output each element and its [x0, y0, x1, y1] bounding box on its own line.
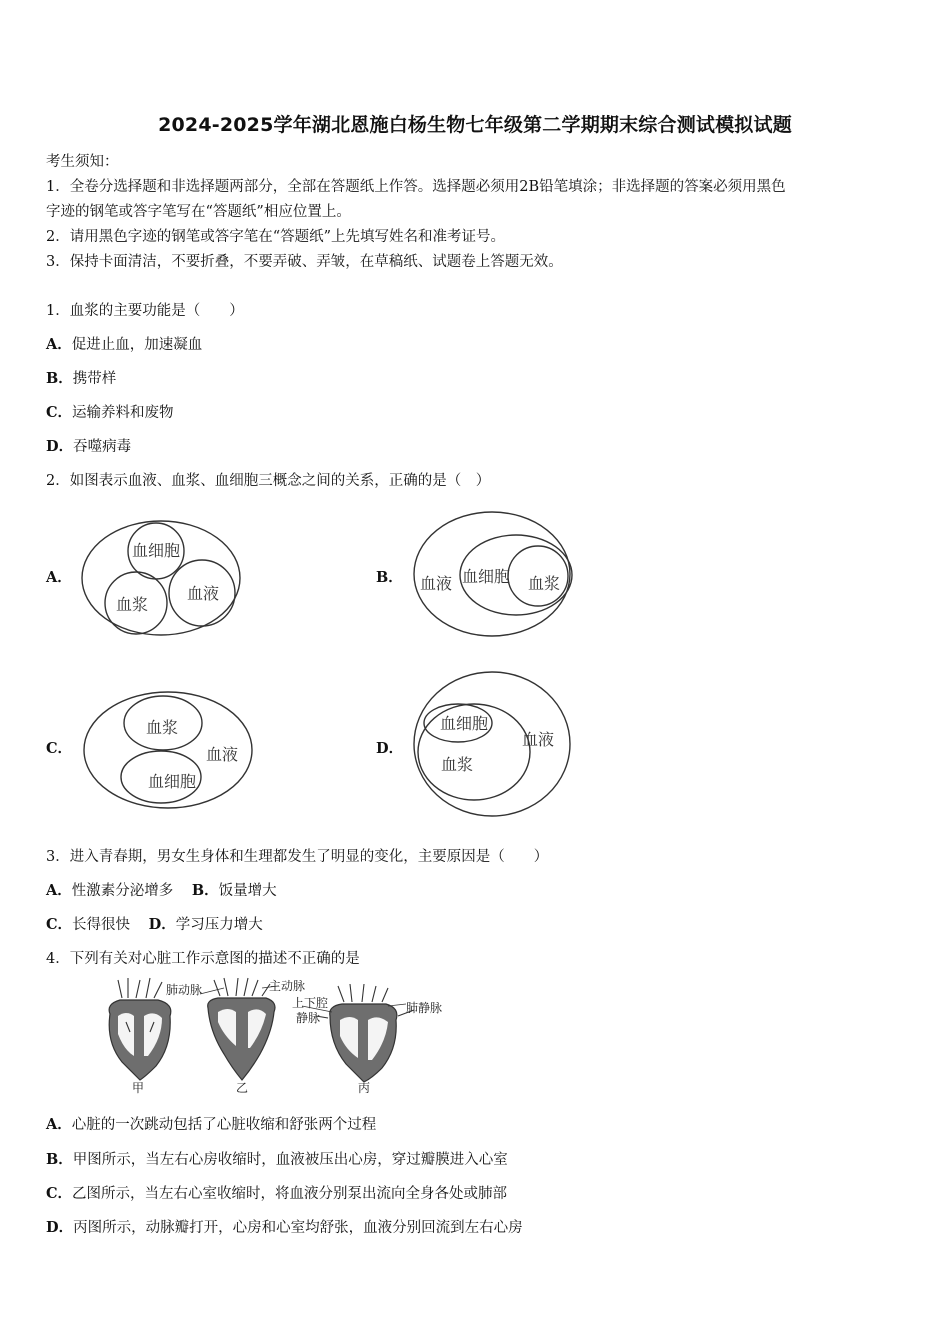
page-title: 2024-2025学年湖北恩施白杨生物七年级第二学期期末综合测试模拟试题: [158, 114, 792, 136]
q1-option-a-letter: A．: [46, 336, 72, 353]
label-jia: 甲: [132, 1081, 145, 1095]
q2-c-label-blood: 血液: [205, 745, 239, 764]
q2-d-label-blood: 血液: [521, 730, 555, 749]
q2-diagram-b: [410, 506, 576, 642]
q4-option-b-letter: B．: [46, 1151, 73, 1168]
q2-a-label-blood: 血液: [186, 584, 220, 603]
label-bing: 丙: [358, 1081, 371, 1095]
q2-diagram-c: [80, 688, 256, 812]
q3-option-c-text: 长得很快: [72, 917, 131, 933]
q2-stem: 2．如图表示血液、血浆、血细胞三概念之间的关系，正确的是（ ）: [46, 473, 491, 489]
q2-option-a-letter: A．: [46, 569, 72, 586]
q4-option-d: [46, 1218, 523, 1238]
q1-option-a: [46, 335, 202, 355]
q1-stem: 1．血浆的主要功能是（ ）: [46, 303, 244, 319]
q4-option-c-text: 乙图所示，当左右心室收缩时，将血液分别泵出流向全身各处或肺部: [72, 1186, 508, 1202]
q2-b-label-cell: 血细胞: [461, 567, 511, 586]
q1-option-c-letter: C．: [46, 404, 73, 421]
notice-line-3: 3．保持卡面清洁，不要折叠，不要弄破、弄皱，在草稿纸、试题卷上答题无效。: [46, 254, 563, 270]
q4-option-a-text: 心脏的一次跳动包括了心脏收缩和舒张两个过程: [71, 1117, 377, 1133]
q3-option-d-letter: D．: [148, 916, 176, 933]
q3-option-a-text: 性激素分泌增多: [71, 883, 174, 899]
q4-option-c: [46, 1184, 507, 1204]
notice-line-1b: 字迹的钢笔或答字笔写在“答题纸”相应位置上。: [46, 204, 351, 220]
label-pulmonary-artery: 肺动脉: [166, 983, 203, 997]
q4-option-c-letter: C．: [46, 1185, 73, 1202]
label-yi: 乙: [236, 1081, 249, 1095]
label-vena-cava-2: 静脉: [296, 1011, 321, 1025]
q1-option-c-text: 运输养料和废物: [72, 405, 174, 421]
label-vena-cava-1: 上下腔: [292, 996, 329, 1010]
q4-option-b-text: 甲图所示，当左右心房收缩时，血液被压出心房，穿过瓣膜进入心室: [72, 1152, 508, 1168]
q2-d-label-cell: 血细胞: [439, 714, 489, 733]
notice-line-2: 2．请用黑色字迹的钢笔或答字笔在“答题纸”上先填写姓名和准考证号。: [46, 229, 506, 245]
q1-option-b-text: 携带样: [72, 371, 117, 387]
q4-option-d-text: 丙图所示，动脉瓣打开，心房和心室均舒张，血液分别回流到左右心房: [73, 1220, 523, 1236]
q2-option-b-letter: B．: [376, 569, 403, 586]
q4-option-a-letter: A．: [46, 1116, 72, 1133]
q3-option-b-letter: B．: [191, 882, 219, 899]
heart-jia: [109, 978, 171, 1080]
notice-line-1a: 1．全卷分选择题和非选择题两部分，全部在答题纸上作答。选择题必须用2B铅笔填涂；非选择题的答案必须用黑色: [46, 179, 786, 195]
q1-option-c: [46, 403, 174, 423]
q3-stem: 3．进入青春期，男女生身体和生理都发生了明显的变化，主要原因是（ ）: [46, 849, 549, 865]
q3-option-b-text: 饭量增大: [218, 883, 277, 899]
q1-option-d-letter: D．: [46, 438, 74, 455]
q3-option-d-text: 学习压力增大: [175, 917, 263, 933]
q4-option-b: [46, 1150, 508, 1170]
q2-diagram-a: [78, 518, 244, 640]
q4-stem: 4．下列有关对心脏工作示意图的描述不正确的是: [46, 951, 360, 967]
q3-option-c-letter: C．: [46, 916, 73, 933]
q1-option-a-text: 促进止血，加速凝血: [71, 337, 203, 353]
q1-option-b: [46, 369, 116, 389]
q2-b-label-plasma: 血浆: [527, 574, 561, 593]
q2-option-c-letter: C．: [46, 740, 73, 757]
q4-heart-figure: [96, 976, 456, 1098]
q3-options-row-1: [46, 881, 277, 901]
q4-option-d-letter: D．: [46, 1219, 74, 1236]
q1-option-d: [46, 437, 131, 457]
notice-heading: 考生须知：: [46, 154, 119, 170]
label-pulmonary-vein: 肺静脉: [406, 1001, 443, 1015]
q2-diagram-d: [410, 668, 574, 822]
q3-option-a-letter: A．: [46, 882, 72, 899]
q2-b-label-blood: 血液: [419, 574, 453, 593]
q2-a-label-cell: 血细胞: [131, 541, 181, 560]
q2-c-label-cell: 血细胞: [147, 772, 197, 791]
q3-options-row-2: [46, 915, 263, 935]
heart-yi: [208, 978, 275, 1080]
heart-bing: [316, 984, 414, 1082]
q4-option-a: [46, 1115, 376, 1135]
q2-option-d-letter: D．: [376, 740, 404, 757]
q2-c-label-plasma: 血浆: [145, 718, 179, 737]
q2-a-label-plasma: 血浆: [115, 595, 149, 614]
q1-option-d-text: 吞噬病毒: [73, 439, 132, 455]
q2-d-label-plasma: 血浆: [440, 755, 474, 774]
q1-option-b-letter: B．: [46, 370, 73, 387]
label-aorta: 主动脉: [269, 979, 306, 993]
